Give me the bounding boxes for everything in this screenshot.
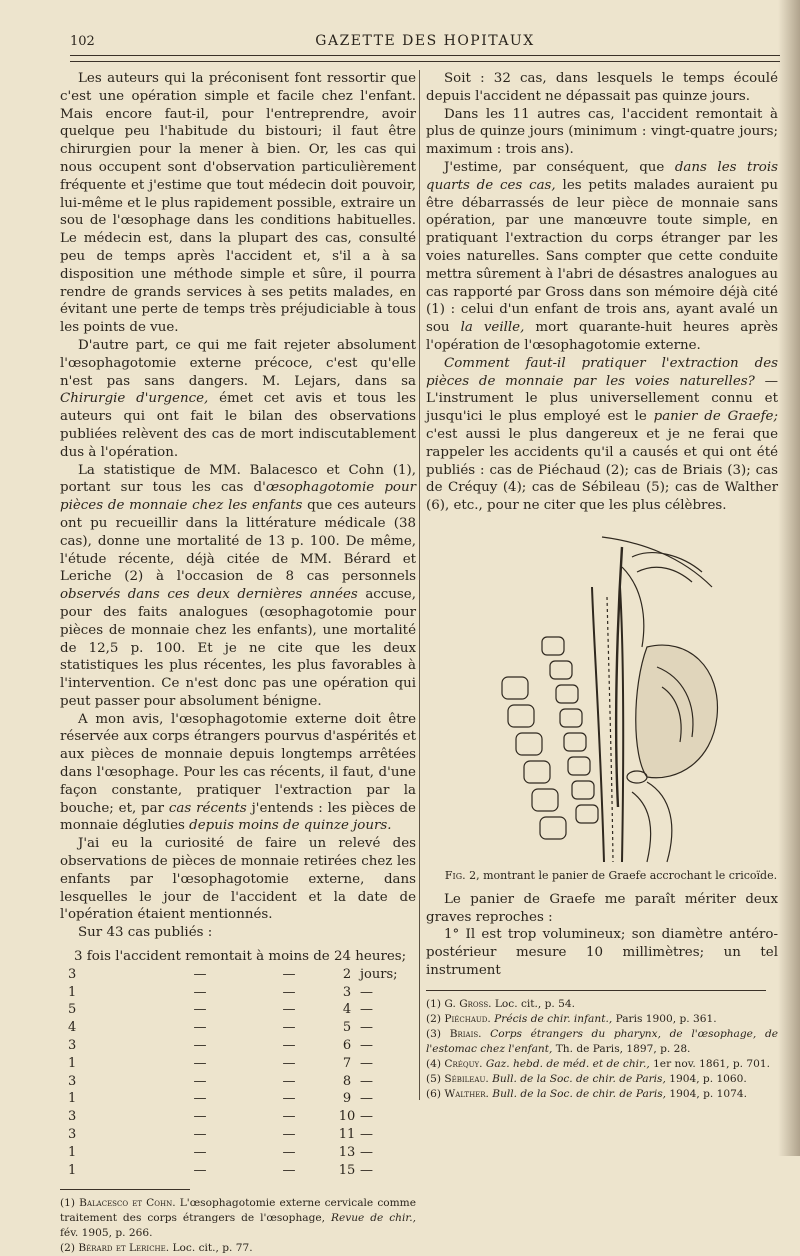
stats-row [68, 984, 410, 1002]
stats-cell: 3 [68, 1038, 77, 1054]
header-rule [70, 55, 780, 62]
stats-cell: — [282, 1109, 296, 1125]
paragraph: 1° Il est trop volumineux; son diamètre antéro-postérieur mesure 10 millimètres; un tel instrument [426, 927, 778, 978]
stats-row [68, 1090, 410, 1108]
stats-cell: 1 [68, 984, 77, 1000]
paragraph: A mon avis, l'œsophagotomie externe doit être réservée aux corps étrangers pourvus d'aspérités et aux pièces de monnaie depuis longtemps arrêtées dans l'œsophage. Pour les cas récents, il faut, d'une façon constante, pratiquer l'extraction par la bouche; et, par cas récents j'entends : les pièces de monnaie dégluties depuis moins de quinze jours. [60, 711, 416, 834]
stats-cell: — [360, 1073, 373, 1089]
cricoid-cartilage [627, 771, 647, 783]
stats-cell: — [193, 1127, 207, 1143]
stats-cell: — [193, 1144, 207, 1160]
stats-cell: 7 [342, 1055, 352, 1071]
vertebral-column [502, 637, 598, 839]
page-edge-shadow [778, 0, 800, 1156]
stats-cell: — [282, 1162, 296, 1178]
oesophagus-wall [592, 587, 604, 862]
stats-cell: — [360, 1127, 373, 1143]
stats-row [68, 1019, 410, 1037]
page-header [70, 30, 780, 52]
stats-row [68, 1055, 410, 1073]
stats-cell: 2 [342, 966, 352, 982]
stats-cell: — [360, 1002, 373, 1018]
paragraph: J'estime, par conséquent, que dans les trois quarts de ces cas, les petits malades auraient pu être débarrassés de leur pièce de monnaie sans opération, par une manœuvre toute simple, en pratiquant l'extraction du corps étranger par les voies naturelles. Sans compter que cette conduite mettra sûrement à l'abri de désastres analogues au cas rapporté par Gross dans son mémoire déjà cité (1) : celui d'un enfant de trois ans, ayant avalé un sou la veille, mort quarante-huit heures après l'opération de l'œsophagotomie externe. [426, 159, 779, 353]
stats-cell: 10 [338, 1109, 356, 1125]
stats-cell: — [282, 1127, 296, 1143]
stats-cell: — [193, 1162, 207, 1178]
paragraph: La statistique de MM. Balacesco et Cohn (1), portant sur tous les cas d'œsophagotomie pour pièces de monnaie chez les enfants que ces auteurs ont pu recueillir dans la littérature médicale (38 cas), donne une mortalité de 13 p. 100. De même, l'étude récente, déjà citée de MM. Bérard et Leriche (2) à l'occasion de 8 cas personnels observés dans ces deux dernières années accuse, pour des faits analogues (œsophagotomie pour pièces de monnaie chez les enfants), une mortalité de 12,5 p. 100. Et je ne cite que les deux statistiques les plus récentes, les plus favorables à l'intervention. Ce n'est donc pas une opération qui peut passer pour absolument bénigne. [60, 462, 416, 709]
stats-cell: — [193, 1055, 207, 1071]
stats-cell: — [282, 1073, 296, 1089]
footnote: (6) Walther. Bull. de la Soc. de chir. de Paris, 1904, p. 1074. [426, 1087, 747, 1100]
graefe-basket-wire [616, 547, 622, 807]
journal-title: GAZETTE DES HOPITAUX [315, 33, 535, 49]
footnote: (3) Briais. Corps étrangers du pharynx, de l'œsophage, de l'estomac chez l'enfant, Th. de Paris, 1897, p. 28. [426, 1027, 779, 1055]
right-footnotes [426, 997, 778, 1102]
stats-cell: 3 [68, 1073, 77, 1089]
stats-cell: — [360, 1109, 373, 1125]
page-number: 102 [70, 33, 95, 49]
figure-2 [426, 527, 778, 885]
paragraph: Comment faut-il pratiquer l'extraction des pièces de monnaie par les voies naturelles? — L'instrument le plus universellement connu et jusqu'ici le plus employé est le panier de Graefe; c'est aussi le plus dangereux et je ne ferai que rappeler les accidents qu'il a causés et qui ont été publiés : cas de Piéchaud (2); cas de Briais (3); cas de Créquy (4); cas de Sébileau (5); cas de Walther (6), etc., pour ne citer que les plus célèbres. [426, 355, 778, 514]
footnote-1: (1) Balacesco et Cohn. L'œsophagotomie externe cervicale comme traitement des corps étrangers de l'œsophage, Revue de chir., fév. 1905, p. 266. [60, 1197, 417, 1240]
stats-row [68, 1144, 410, 1162]
stats-cell: 4 [68, 1020, 77, 1036]
stats-cell: — [360, 1162, 373, 1178]
stats-cell: — [282, 984, 296, 1000]
stats-cell: 1 [68, 1144, 77, 1160]
stats-cell: 6 [342, 1038, 352, 1054]
stats-cell: — [360, 1055, 373, 1071]
stats-cell: — [282, 966, 296, 982]
paragraph: Les auteurs qui la préconisent font ressortir que c'est une opération simple et facile chez l'enfant. Mais encore faut-il, pour l'entreprendre, avoir quelque peu l'habitude du bistouri; il faut être chirurgien pour la mener à bien. Or, les cas qui nous occupent sont d'observation particulièrement fréquente et j'estime que tout médecin doit pouvoir, lui-même et le plus rapidement possible, extraire un sou de l'œsophage dans les conditions habituelles. Le médecin est, dans la plupart des cas, consulté peu de temps après l'accident et, s'il a à sa disposition une méthode simple et sûre, il pourra rendre de grands services à ses petits malades, en évitant une perte de temps très préjudiciable à tous les points de vue. [60, 71, 416, 336]
stats-cell: — [193, 1109, 207, 1125]
stats-cell: — [360, 1038, 373, 1054]
paragraph: D'autre part, ce qui me fait rejeter absolument l'œsophagotomie externe précoce, c'est qu'elle n'est pas sans dangers. M. Lejars, dans sa Chirurgie d'urgence, émet cet avis et tous les auteurs qui ont fait le bilan des observations publiées relèvent des cas de mort indiscutablement dus à l'opération. [60, 337, 416, 460]
stats-cell: 3 [342, 984, 352, 1000]
stats-cell: — [360, 1144, 373, 1160]
stats-cell: — [282, 1038, 296, 1054]
stats-cell: — [360, 984, 373, 1000]
tongue-shape [636, 645, 718, 778]
stats-head: 3 fois l'accident remontait à moins de 24 heures; [74, 949, 407, 965]
stats-cell: — [282, 1091, 296, 1107]
stats-row [68, 1108, 410, 1126]
stats-cell: — [282, 1020, 296, 1036]
paragraph: J'ai eu la curiosité de faire un relevé des observations de pièces de monnaie retirées chez les enfants par l'œsophagotomie externe, dans lesquelles le jour de l'accident et la date de l'opération étaient mentionnés. [60, 836, 416, 923]
footnote: (5) Sébileau. Bull. de la Soc. de chir. de Paris, 1904, p. 1060. [426, 1072, 747, 1085]
left-column [60, 70, 416, 1256]
stats-cell: 4 [342, 1002, 352, 1018]
stats-row [68, 1073, 410, 1091]
stats-cell: 13 [338, 1144, 356, 1160]
right-column [426, 70, 778, 1102]
stats-cell: — [193, 984, 207, 1000]
column-divider [419, 70, 420, 1100]
stats-cell: 5 [68, 1002, 77, 1018]
stats-row [68, 1001, 410, 1019]
stats-cell: — [193, 966, 207, 982]
stats-cell: — [360, 1091, 373, 1107]
stats-cell: 3 [68, 1127, 77, 1143]
footnote: (4) Créquy. Gaz. hebd. de méd. et de chir., 1er nov. 1861, p. 701. [426, 1057, 770, 1070]
stats-cell: — [282, 1055, 296, 1071]
stats-cell: 1 [68, 1091, 77, 1107]
footnote: (2) Piéchaud. Précis de chir. infant., Paris 1900, p. 361. [426, 1012, 717, 1025]
footnote-rule [60, 1189, 190, 1190]
anatomical-illustration [472, 527, 732, 867]
stats-row [68, 966, 410, 984]
stats-rows [68, 966, 410, 1180]
stats-cell: 1 [68, 1055, 77, 1071]
stats-cell: 15 [338, 1162, 356, 1178]
paragraph: Le panier de Graefe me paraît mériter deux graves reproches : [426, 891, 778, 925]
stats-cell: — [193, 1020, 207, 1036]
stats-cell: — [282, 1144, 296, 1160]
stats-cell: 8 [342, 1073, 352, 1089]
stats-cell: 3 [68, 966, 77, 982]
stats-cell: 11 [338, 1127, 356, 1143]
stats-row [68, 1126, 410, 1144]
skull-outline [602, 537, 712, 587]
stats-cell: — [193, 1038, 207, 1054]
stats-cell: jours; [360, 966, 398, 982]
footnote: (1) G. Gross. Loc. cit., p. 54. [426, 997, 576, 1010]
stats-cell: 1 [68, 1162, 77, 1178]
stats-row [68, 1037, 410, 1055]
stats-cell: 3 [68, 1109, 77, 1125]
stats-cell: — [193, 1073, 207, 1089]
stats-cell: — [360, 1020, 373, 1036]
footnote-rule [426, 990, 766, 991]
stats-cell: 9 [342, 1091, 352, 1107]
paragraph: Dans les 11 autres cas, l'accident remontait à plus de quinze jours (minimum : vingt-quatre jours; maximum : trois ans). [426, 106, 778, 158]
figure-caption: Fig. 2, montrant le panier de Graefe accrochant le cricoïde. [444, 868, 778, 882]
paragraph: Soit : 32 cas, dans lesquels le temps écoulé depuis l'accident ne dépassait pas quinze jours. [426, 71, 778, 104]
stats-cell: — [193, 1091, 207, 1107]
stats-row [68, 1162, 410, 1180]
paragraph: Sur 43 cas publiés : [78, 925, 213, 941]
statistics-table [60, 948, 416, 1179]
stats-cell: — [282, 1002, 296, 1018]
stats-cell: 5 [342, 1020, 352, 1036]
stats-cell: — [193, 1002, 207, 1018]
footnote-2: (2) Bérard et Leriche. Loc. cit., p. 77. [60, 1242, 253, 1255]
